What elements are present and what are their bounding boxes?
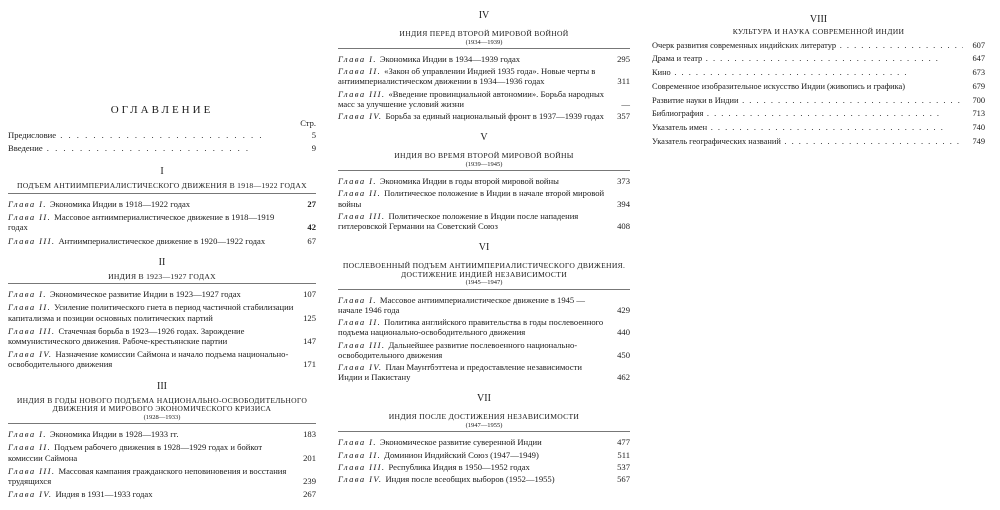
chapter-page: 42	[307, 222, 316, 233]
section-heading: ИНДИЯ ВО ВРЕМЯ ВТОРОЙ МИРОВОЙ ВОЙНЫ	[394, 151, 574, 161]
chapter-text	[338, 474, 608, 484]
chapter-page: 171	[303, 359, 316, 370]
section-numeral: III	[157, 380, 167, 392]
toc-column-middle	[338, 0, 630, 495]
chapter-title: Массовое антиимпериалистическое движение в 1918—1919 годах	[8, 212, 275, 233]
chapter-entry	[338, 340, 630, 360]
chapter-page: —	[621, 98, 630, 109]
toc-entry-title: Библиография . .	[652, 109, 963, 119]
toc-column-right	[652, 0, 985, 151]
toc-entry	[652, 137, 985, 147]
toc-entry	[652, 41, 985, 51]
chapter-entry	[338, 437, 630, 447]
chapter-text	[8, 489, 294, 499]
section-heading: ПОДЪЕМ АНТИИМПЕРИАЛИСТИЧЕСКОГО ДВИЖЕНИЯ В 1918—1922 ГОДАХ	[17, 181, 307, 191]
chapter-number: Глава I.	[338, 437, 377, 448]
section-divider	[8, 423, 316, 424]
chapter-title: Индия после всеобщих выборов (1952—1955)	[385, 473, 555, 484]
section-heading: ИНДИЯ ПОСЛЕ ДОСТИЖЕНИЯ НЕЗАВИСИМОСТИ	[388, 412, 580, 422]
chapter-text	[8, 466, 294, 486]
toc-entry-title: Развитие науки в Индии . .	[652, 96, 963, 106]
chapter-number: Глава I.	[338, 54, 377, 64]
chapter-entry	[8, 489, 316, 499]
chapter-page: 408	[617, 221, 630, 232]
chapter-text	[338, 437, 608, 447]
chapter-page: 373	[617, 176, 630, 187]
chapter-number: Глава II.	[338, 66, 382, 77]
toc-entry	[652, 109, 985, 119]
chapter-title: Индия в 1931—1933 годах	[55, 489, 153, 500]
chapter-title: Политическое положение в Индии в начале второй мировой войны	[338, 188, 605, 209]
toc-entry-page: 647	[972, 54, 985, 64]
chapter-number: Глава III.	[338, 88, 386, 99]
chapter-page: 267	[303, 489, 316, 500]
toc-entry	[652, 96, 985, 106]
chapter-entry	[338, 111, 630, 121]
chapter-title: Антиимпериалистическое движение в 1920—1922 годах	[58, 235, 266, 246]
chapter-number: Глава II.	[338, 188, 382, 199]
chapter-title: Экономика Индии в годы второй мировой войны	[379, 176, 559, 187]
chapter-title: Назначение комиссии Саймона и начало подъема национально-освободительного движения	[8, 349, 289, 370]
chapter-title: «Закон об управлении Индией 1935 года». Новые черты в антиимпериалистическом движении в 1934—1936 годах	[338, 66, 596, 87]
chapter-number: Глава I.	[338, 176, 377, 187]
chapter-entry	[338, 89, 630, 109]
chapter-page: 147	[303, 336, 316, 347]
toc-entry-title: Указатель имен . .	[652, 123, 963, 133]
chapter-entry	[8, 289, 316, 299]
chapter-page: 183	[303, 429, 316, 440]
chapter-title: Политическое положение в Индии после нападения гитлеровской Германии на Советский Союз	[338, 210, 579, 232]
front-matter-title: Предисловие . .	[8, 130, 294, 140]
chapter-title: Экономика Индии в 1928—1933 гг.	[49, 429, 179, 440]
chapter-page: 67	[307, 235, 316, 246]
chapter-entry	[338, 295, 630, 315]
toc-entry-title: Кино . .	[652, 68, 963, 78]
toc-entry-page: 679	[972, 81, 985, 91]
chapter-page: 450	[617, 349, 630, 360]
chapter-title: Республика Индия в 1950—1952 годах	[388, 461, 530, 472]
section-numeral: I	[160, 166, 164, 178]
toc-entry-title: Современное изобразительное искусство Индии (живопись и графика)	[652, 81, 906, 91]
section-heading: КУЛЬТУРА И НАУКА СОВРЕМЕННОЙ ИНДИИ	[732, 27, 905, 36]
toc-section	[8, 166, 316, 245]
toc-entry-title: Очерк развития современных индийских литератур . .	[652, 41, 963, 51]
toc-section	[338, 242, 630, 382]
chapter-page: 477	[617, 437, 630, 448]
section-years: (1947—1955)	[465, 421, 503, 429]
chapter-text	[338, 362, 608, 382]
chapter-text	[338, 295, 608, 315]
chapter-number: Глава IV.	[8, 349, 53, 360]
chapter-page: 295	[617, 54, 630, 64]
chapter-page: 537	[617, 461, 630, 472]
section-heading: ИНДИЯ ПЕРЕД ВТОРОЙ МИРОВОЙ ВОЙНОЙ	[399, 29, 569, 38]
section-heading: ПОСЛЕВОЕННЫЙ ПОДЪЕМ АНТИИМПЕРИАЛИСТИЧЕСКОГО ДВИЖЕНИЯ. ДОСТИЖЕНИЕ ИНДИЕЙ НЕЗАВИСИМОСТИ	[342, 261, 626, 279]
chapter-title: Стачечная борьба в 1923—1926 годах. Зарождение коммунистического движения. Рабоче-крестьянские партии	[8, 325, 245, 347]
front-matter-page: 5	[311, 130, 316, 140]
chapter-title: Массовое антиимпериалистическое движение в 1945 — начале 1946 года	[338, 294, 585, 315]
chapter-title: План Маунтбэттена и предоставление независимости Индии и Пакистану	[338, 361, 582, 383]
chapter-text	[338, 188, 608, 208]
page-column-label: Стр.	[300, 118, 316, 128]
chapter-entry	[8, 349, 316, 369]
toc-entry	[652, 123, 985, 133]
chapter-text	[8, 442, 294, 462]
chapter-page: 429	[617, 304, 630, 315]
chapter-text	[338, 462, 608, 472]
chapter-number: Глава II.	[338, 317, 382, 328]
section-divider	[338, 289, 630, 290]
chapter-entry	[338, 462, 630, 472]
front-matter-title: Введение . .	[8, 143, 294, 153]
chapter-entry	[8, 442, 316, 462]
section-years: (1934—1939)	[465, 38, 503, 46]
chapter-title: Доминион Индийский Союз (1947—1949)	[384, 449, 539, 460]
chapter-entry	[8, 302, 316, 322]
chapter-number: Глава III.	[8, 465, 56, 476]
chapter-page: 27	[307, 198, 316, 209]
chapter-text	[8, 302, 294, 322]
chapter-text	[8, 199, 294, 209]
chapter-title: Экономика Индии в 1918—1922 годах	[49, 198, 191, 209]
chapter-number: Глава III.	[338, 461, 386, 472]
toc-entry	[652, 68, 985, 78]
section-divider	[338, 48, 630, 49]
chapter-entry	[338, 362, 630, 382]
section-numeral: IV	[478, 10, 490, 21]
section-numeral: V	[480, 132, 488, 144]
chapter-page: 125	[303, 312, 316, 323]
chapter-text	[338, 211, 608, 231]
chapter-text	[338, 176, 608, 186]
toc-entry-page: 713	[972, 109, 985, 119]
toc-entry-title: Указатель географических названий . .	[652, 137, 963, 147]
chapter-page: 107	[303, 289, 316, 300]
chapter-page: 462	[617, 372, 630, 383]
section-years: (1939—1945)	[465, 160, 503, 168]
chapter-title: Экономическое развитие Индии в 1923—1927 годах	[49, 289, 241, 300]
chapter-text	[338, 89, 608, 109]
chapter-title: Экономика Индии в 1934—1939 годах	[379, 54, 521, 64]
chapter-number: Глава IV.	[8, 489, 53, 500]
section-divider	[338, 431, 630, 432]
chapter-entry	[8, 466, 316, 486]
section-years: (1928—1933)	[143, 413, 181, 421]
toc-section	[8, 381, 316, 500]
chapter-text	[8, 212, 294, 232]
chapter-number: Глава II.	[8, 302, 52, 313]
chapter-title: Подъем рабочего движения в 1928—1929 годах и бойкот комиссии Саймона	[8, 442, 263, 463]
front-matter-entry	[8, 143, 316, 153]
chapter-title: Усиление политического гнета в период частичной стабилизации капитализма и позиции основных политических партий	[8, 302, 294, 323]
chapter-entry	[338, 188, 630, 208]
front-matter-page: 9	[311, 143, 316, 154]
chapter-number: Глава IV.	[338, 361, 383, 372]
chapter-text	[338, 317, 608, 337]
toc-section	[338, 10, 630, 121]
chapter-page: 440	[617, 327, 630, 338]
chapter-number: Глава II.	[8, 212, 52, 223]
chapter-title: Экономическое развитие суверенной Индии	[379, 437, 542, 448]
chapter-number: Глава IV.	[338, 473, 383, 484]
section-heading: ИНДИЯ В 1923—1927 ГОДАХ	[108, 271, 216, 281]
chapter-number: Глава I.	[338, 294, 377, 305]
toc-section	[338, 132, 630, 231]
toc-entry-title: Драма и театр . .	[652, 54, 963, 64]
chapter-number: Глава I.	[8, 198, 47, 209]
chapter-page: 511	[617, 449, 630, 460]
chapter-number: Глава III.	[338, 210, 386, 221]
chapter-entry	[338, 176, 630, 186]
chapter-entry	[338, 474, 630, 484]
section-years: (1945—1947)	[465, 279, 503, 287]
section-divider	[8, 283, 316, 284]
chapter-entry	[8, 199, 316, 209]
chapter-entry	[338, 450, 630, 460]
chapter-page: 394	[617, 198, 630, 209]
chapter-title: Борьба за единый национальный фронт в 1937—1939 годах	[385, 111, 604, 122]
chapter-page: 567	[617, 473, 630, 484]
chapter-text	[8, 349, 294, 369]
chapter-text	[8, 236, 294, 246]
toc-entry-page: 700	[972, 95, 985, 105]
chapter-number: Глава I.	[8, 429, 47, 440]
toc-entry-page: 740	[972, 123, 985, 133]
toc-entry-page: 607	[972, 40, 985, 50]
chapter-entry	[338, 317, 630, 337]
chapter-text	[338, 111, 608, 121]
front-matter-entry	[8, 130, 316, 140]
toc-section	[338, 393, 630, 484]
chapter-page: 239	[303, 475, 316, 486]
chapter-text	[8, 326, 294, 346]
toc-section	[8, 257, 316, 370]
toc-entry-page: 749	[972, 137, 985, 147]
chapter-page: 311	[617, 76, 630, 87]
chapter-number: Глава II.	[338, 449, 382, 460]
chapter-text	[8, 289, 294, 299]
section-numeral: VI	[478, 242, 490, 254]
section-numeral: II	[158, 256, 166, 268]
chapter-entry	[8, 212, 316, 232]
chapter-number: Глава I.	[8, 289, 47, 300]
chapter-entry	[8, 236, 316, 246]
chapter-text	[8, 429, 294, 439]
chapter-title: Дальнейшее развитие послевоенного национально-освободительного движения	[338, 339, 578, 360]
chapter-entry	[338, 54, 630, 64]
chapter-page: 201	[303, 452, 316, 463]
section-divider	[338, 170, 630, 171]
chapter-number: Глава III.	[8, 235, 56, 246]
chapter-entry	[8, 326, 316, 346]
chapter-number: Глава III.	[8, 325, 56, 336]
section-divider	[8, 193, 316, 194]
toc-column-left	[8, 0, 316, 510]
chapter-title: Политика английского правительства в годы послевоенного подъема национально-освободительного движения	[338, 317, 604, 338]
toc-title: ОГЛАВЛЕНИЕ	[110, 104, 214, 116]
chapter-text	[338, 54, 608, 64]
chapter-text	[338, 450, 608, 460]
chapter-entry	[8, 429, 316, 439]
section-numeral: VIII	[809, 14, 828, 25]
chapter-entry	[338, 211, 630, 231]
chapter-title: «Введение провинциальной автономии». Борьба народных масс за улучшение условий жизни	[338, 88, 605, 109]
section-heading: ИНДИЯ В ГОДЫ НОВОГО ПОДЪЕМА НАЦИОНАЛЬНО-ОСВОБОДИТЕЛЬНОГО ДВИЖЕНИЯ И МИРОВОГО ЭКОНОМИЧЕСКОГО КРИЗИСА	[16, 395, 308, 414]
chapter-title: Массовая кампания гражданского неповиновения и восстания трудящихся	[8, 465, 287, 486]
chapter-number: Глава IV.	[338, 111, 383, 122]
chapter-text	[338, 66, 608, 86]
toc-entry	[652, 82, 985, 92]
chapter-number: Глава III.	[338, 339, 386, 350]
toc-entry	[652, 54, 985, 64]
toc-entry-page: 673	[972, 68, 985, 78]
chapter-text	[338, 340, 608, 360]
chapter-page: 357	[617, 111, 630, 122]
chapter-entry	[338, 66, 630, 86]
chapter-number: Глава II.	[8, 442, 52, 453]
section-numeral: VII	[477, 393, 491, 405]
